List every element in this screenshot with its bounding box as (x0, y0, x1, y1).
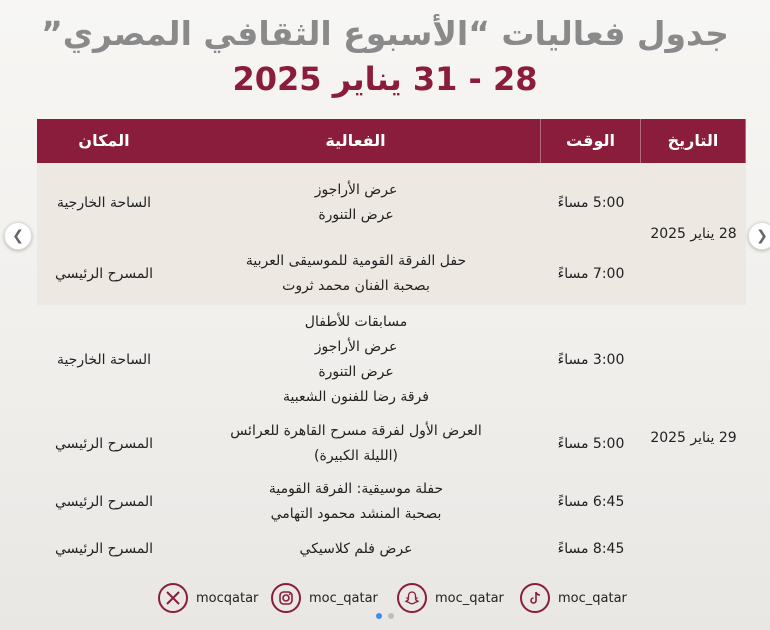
social-link-x[interactable] (158, 580, 258, 616)
event-line: العرض الأول لفرقة مسرح القاهرة للعرائس (230, 423, 482, 439)
table-header (37, 119, 746, 163)
table-row (37, 163, 746, 243)
social-handle: moc_qatar (309, 590, 378, 606)
event-cell (171, 243, 541, 305)
carousel-dot-active[interactable] (376, 613, 382, 619)
social-link-snapchat[interactable] (397, 580, 504, 616)
column-header-event: الفعالية (171, 119, 541, 163)
social-link-tiktok[interactable] (520, 580, 627, 616)
place-cell: المسرح الرئيسي (54, 494, 154, 510)
social-link-instagram[interactable] (271, 580, 378, 616)
event-cell (171, 531, 541, 567)
column-header-time: الوقت (541, 119, 641, 163)
column-header-date: التاريخ (641, 119, 746, 163)
table-row (37, 473, 746, 531)
place-cell: المسرح الرئيسي (54, 436, 154, 452)
day-group-29 (37, 305, 746, 570)
place-cell: الساحة الخارجية (56, 195, 152, 211)
event-cell (171, 305, 541, 415)
event-cell (171, 415, 541, 473)
event-line: عرض فلم كلاسيكي (299, 540, 413, 557)
social-handle: moc_qatar (558, 590, 627, 606)
place-cell: الساحة الخارجية (56, 352, 152, 368)
table-row (37, 243, 746, 305)
instagram-icon (271, 583, 301, 613)
next-arrow-icon[interactable]: ❯ (748, 222, 770, 250)
event-line: مسابقات للأطفال (304, 314, 408, 330)
event-line: عرض التنورة (318, 364, 394, 380)
date-range-subtitle: 28 - 31 يناير 2025 (232, 60, 538, 98)
table-row (37, 305, 746, 415)
tiktok-icon (520, 583, 550, 613)
social-handle: moc_qatar (435, 590, 504, 606)
time-cell: 3:00 مساءً (557, 352, 625, 368)
page-title: جدول فعاليات “الأسبوع الثقافي المصري” (41, 14, 729, 53)
social-footer (0, 580, 770, 616)
table-row (37, 531, 746, 567)
time-cell: 5:00 مساءً (557, 195, 625, 211)
event-line: عرض التنورة (318, 207, 394, 223)
event-cell (171, 163, 541, 243)
carousel-dots (0, 613, 770, 619)
event-line: حفلة موسيقية: الفرقة القومية (268, 481, 444, 497)
date-cell: 29 يناير 2025 (650, 429, 737, 446)
schedule-table (37, 119, 746, 570)
time-cell: 8:45 مساءً (557, 541, 625, 557)
event-cell (171, 473, 541, 531)
time-cell: 6:45 مساءً (557, 494, 625, 510)
table-row (37, 415, 746, 473)
place-cell: المسرح الرئيسي (54, 541, 154, 557)
x-icon (158, 583, 188, 613)
time-cell: 5:00 مساءً (557, 436, 625, 452)
event-line: عرض الأراجوز (314, 339, 398, 355)
event-line: حفل الفرقة القومية للموسيقى العربية (245, 253, 467, 269)
event-line: عرض الأراجوز (314, 182, 398, 198)
place-cell: المسرح الرئيسي (54, 266, 154, 282)
column-header-place: المكان (78, 131, 130, 150)
previous-arrow-icon[interactable]: ❮ (4, 222, 32, 250)
event-line: (الليلة الكبيرة) (314, 448, 398, 464)
snapchat-icon (397, 583, 427, 613)
event-line: بصحبة الفنان محمد ثروت (282, 278, 430, 294)
day-group-28 (37, 163, 746, 305)
date-cell: 28 يناير 2025 (650, 226, 737, 242)
time-cell: 7:00 مساءً (557, 266, 625, 282)
social-handle: mocqatar (196, 590, 259, 606)
event-line: بصحبة المنشد محمود التهامي (270, 506, 442, 522)
carousel-dot[interactable] (388, 613, 394, 619)
event-line: فرقة رضا للفنون الشعبية (283, 389, 429, 405)
